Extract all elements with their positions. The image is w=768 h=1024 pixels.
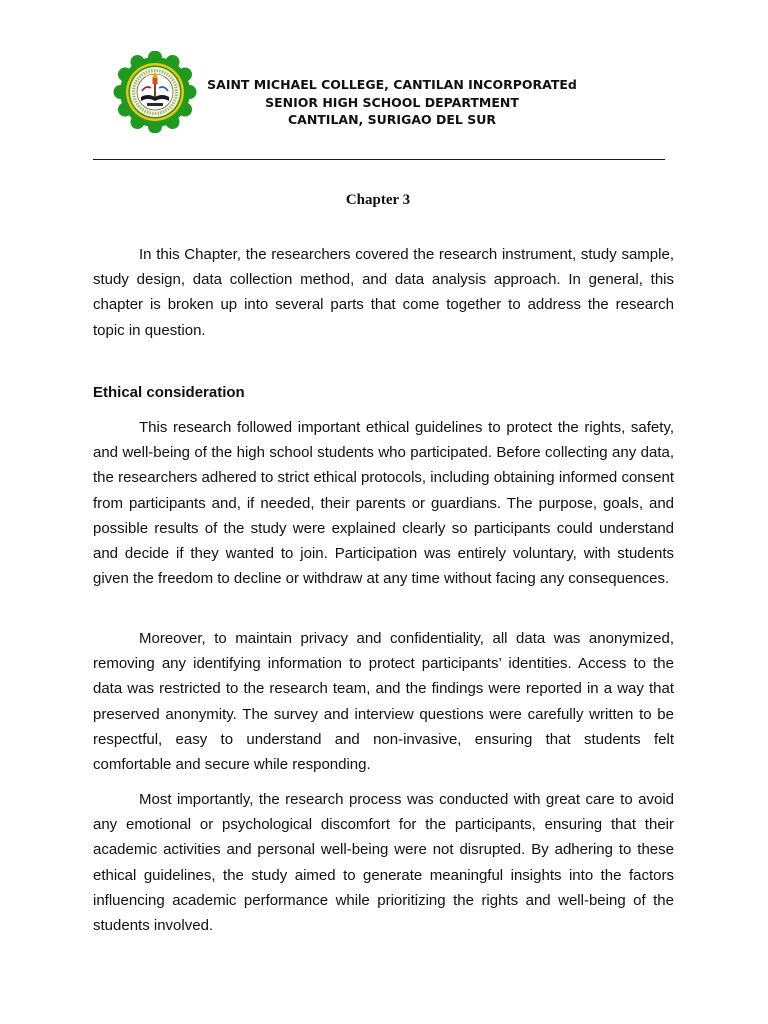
- chapter-title: Chapter 3: [345, 192, 411, 208]
- intro-section: [93, 242, 674, 343]
- ethical-paragraph-1: [93, 415, 674, 591]
- paragraph-text: Most importantly, the research process was conducted with great care to avoid any emotional or psychological discomfort for the participants, ensuring that their academic activities and personal well-being were not disrupted. By adhering to these ethical guidelines, the study aimed to generate meaningful insights into the factors influencing academic performance while prioritizing the rights and well-being of the students involved.: [93, 791, 674, 935]
- institution-name: SAINT MICHAEL COLLEGE, CANTILAN INCORPORATEd: [207, 77, 577, 92]
- institution-location: CANTILAN, SURIGAO DEL SUR: [287, 112, 497, 127]
- header-divider: [93, 159, 665, 160]
- school-seal-icon: [111, 51, 199, 133]
- ethical-paragraph-2: [93, 626, 674, 777]
- document-header: [200, 76, 584, 129]
- paragraph-text: Moreover, to maintain privacy and confidentiality, all data was anonymized, removing any identifying information to protect participants’ identities. Access to the data was restricted to the research team, and the findings were reported in a way that preserved anonymity. The survey and interview questions were carefully written to be respectful, easy to understand and non-invasive, ensuring that students felt comfortable and secure while responding.: [93, 630, 674, 774]
- department-name: SENIOR HIGH SCHOOL DEPARTMENT: [265, 94, 519, 110]
- intro-paragraph: In this Chapter, the researchers covered the research instrument, study sample, study design, data collection method, and data analysis approach. In general, this chapter is broken up into several parts that come together to address the research topic in question.: [93, 246, 674, 339]
- section-heading-ethical: Ethical consideration: [93, 384, 245, 401]
- ethical-paragraph-3: [93, 787, 674, 938]
- paragraph-text: This research followed important ethical guidelines to protect the rights, safety, and well-being of the high school students who participated. Before collecting any data, the researchers adhered to strict ethical protocols, including obtaining informed consent from participants and, if needed, their parents or guardians. The purpose, goals, and possible results of the study were explained clearly so participants could understand and decide if they wanted to join. Participation was entirely voluntary, with students given the freedom to decline or withdraw at any time without facing any consequences.: [93, 419, 674, 588]
